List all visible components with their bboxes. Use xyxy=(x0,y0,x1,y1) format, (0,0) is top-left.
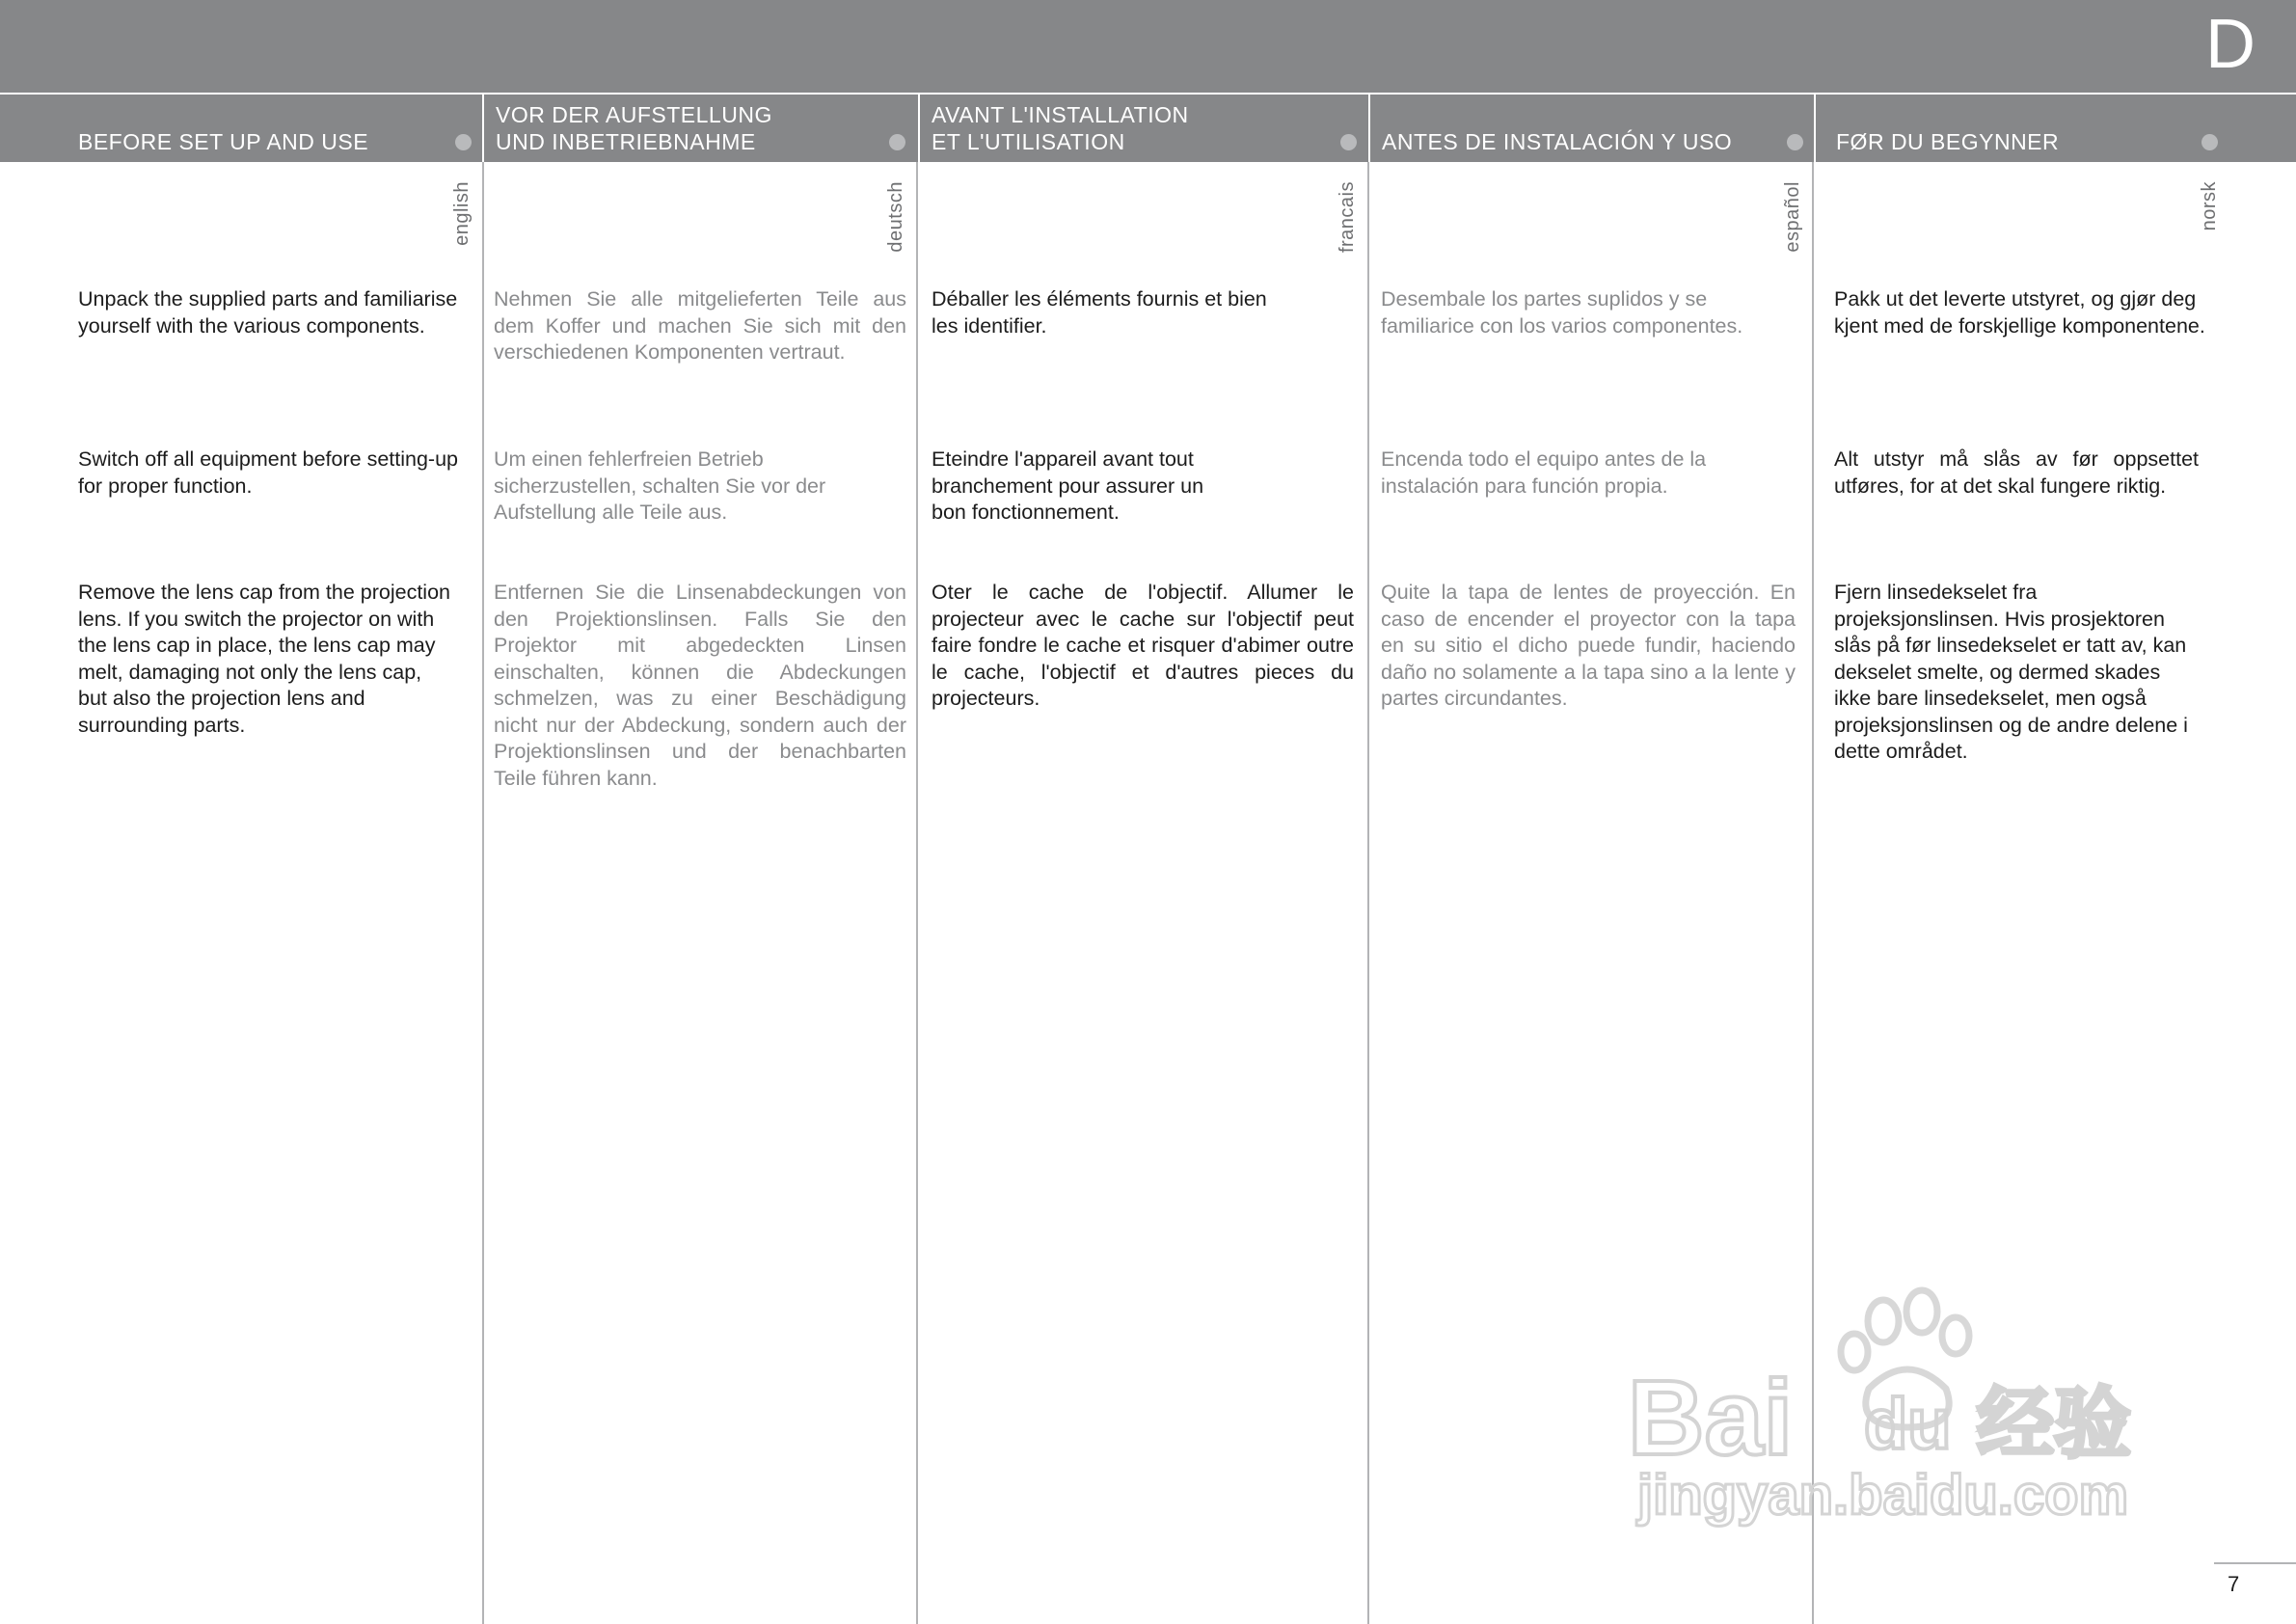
page-number: 7 xyxy=(2228,1572,2240,1596)
paragraph-unpack: Desembale los partes suplidos y se familiarice con los varios componentes. xyxy=(1381,287,1743,338)
paragraph-switch-off: Encenda todo el equipo antes de la instalación para función propia. xyxy=(1381,447,1707,498)
column-header-norsk xyxy=(1814,95,2296,162)
paragraph-lens-cap: Oter le cache de l'objectif. Allumer le projecteur avec le cache sur l'objectif peut faire fondre le cache et risquer d'abimer outre le cache, l'objectif et d'autres pieces du projecteurs. xyxy=(932,581,1354,710)
paragraph-switch-off: Eteindre l'appareil avant tout branchement pour assurer un bon fonctionnement. xyxy=(932,447,1204,524)
paragraph-unpack: Unpack the supplied parts and familiarise yourself with the various components. xyxy=(78,287,458,338)
column-divider xyxy=(916,162,918,1624)
language-label-norsk: norsk xyxy=(2199,181,2220,231)
column-header-francais xyxy=(918,95,1368,162)
header-title: ANTES DE INSTALACIÓN Y USO xyxy=(1382,129,1733,154)
paragraph-unpack: Déballer les éléments fournis et bien les identifier. xyxy=(932,287,1267,338)
baidu-watermark-logo xyxy=(1628,1283,2168,1533)
bullet-dot-icon xyxy=(455,134,472,150)
header-title: BEFORE SET UP AND USE xyxy=(78,129,369,154)
svg-text:jingyan.baidu.com: jingyan.baidu.com xyxy=(1637,1464,2129,1527)
column-divider xyxy=(482,162,484,1624)
paragraph-switch-off: Alt utstyr må slås av før oppsettet utføres, for at det skal fungere riktig. xyxy=(1834,447,2199,498)
paragraph-unpack: Nehmen Sie alle mitgelieferten Teile aus dem Koffer und machen Sie sich mit den verschiedenen Komponenten vertraut. xyxy=(494,287,906,364)
bullet-dot-icon xyxy=(2201,134,2218,150)
header-title: AVANT L'INSTALLATION ET L'UTILISATION xyxy=(932,102,1189,154)
paragraph-lens-cap: Fjern linsedekselet fra projeksjonslinsen. Hvis prosjektoren slås på før linsedekselet er tatt av, kan dekselet smelte, og dermed skades ikke bare linsedekselet, men også projeksjonslinsen og de andre delene i dette området. xyxy=(1834,581,2188,763)
language-label-francais: francais xyxy=(1337,181,1358,254)
paragraph-lens-cap: Remove the lens cap from the projection lens. If you switch the projector on with the lens cap in place, the lens cap may melt, damaging not only the lens cap, but also the projection lens and surrounding parts. xyxy=(78,581,451,737)
svg-text:Bai: Bai xyxy=(1628,1359,1794,1477)
section-letter: D xyxy=(2205,6,2255,83)
svg-text:du: du xyxy=(1864,1384,1952,1464)
paragraph-lens-cap: Entfernen Sie die Linsenabdeckungen von den Projektionslinsen. Falls Sie den Projektor mit abgedeckten Linsen einschalten, können die Abdeckungen schmelzen, was zu einer Beschädigung nicht nur der Abdeckung, sondern auch der Projektionslinsen und der benachbarten Teile führen kann. xyxy=(494,581,906,790)
paragraph-switch-off: Switch off all equipment before setting-up for proper function. xyxy=(78,447,459,498)
bullet-dot-icon xyxy=(1787,134,1803,150)
column-header-english xyxy=(0,95,484,162)
column-header-deutsch xyxy=(482,95,918,162)
language-label-english: english xyxy=(451,181,473,246)
bullet-dot-icon xyxy=(1340,134,1357,150)
column-header-bar xyxy=(0,95,2296,162)
language-label-espanol: español xyxy=(1782,181,1803,253)
header-title: FØR DU BEGYNNER xyxy=(1836,129,2060,154)
paragraph-lens-cap: Quite la tapa de lentes de proyección. En caso de encender el proyector con la tapa en su sitio el dicho puede fundir, haciendo daño no solamente a la tapa sino a la lente y partes circundantes. xyxy=(1381,581,1796,710)
paragraph-unpack: Pakk ut det leverte utstyret, og gjør deg kjent med de forskjellige komponentene. xyxy=(1834,287,2205,338)
bullet-dot-icon xyxy=(889,134,905,150)
page-number-rule xyxy=(2214,1562,2296,1564)
header-title: VOR DER AUFSTELLUNG UND INBETRIEBNAHME xyxy=(496,102,772,154)
svg-text:经验: 经验 xyxy=(1977,1381,2131,1467)
column-header-espanol xyxy=(1368,95,1814,162)
paragraph-switch-off: Um einen fehlerfreien Betrieb sicherzustellen, schalten Sie vor der Aufstellung alle Teile aus. xyxy=(494,447,826,524)
column-divider xyxy=(1367,162,1369,1624)
top-banner xyxy=(0,0,2296,93)
language-label-deutsch: deutsch xyxy=(885,181,906,253)
